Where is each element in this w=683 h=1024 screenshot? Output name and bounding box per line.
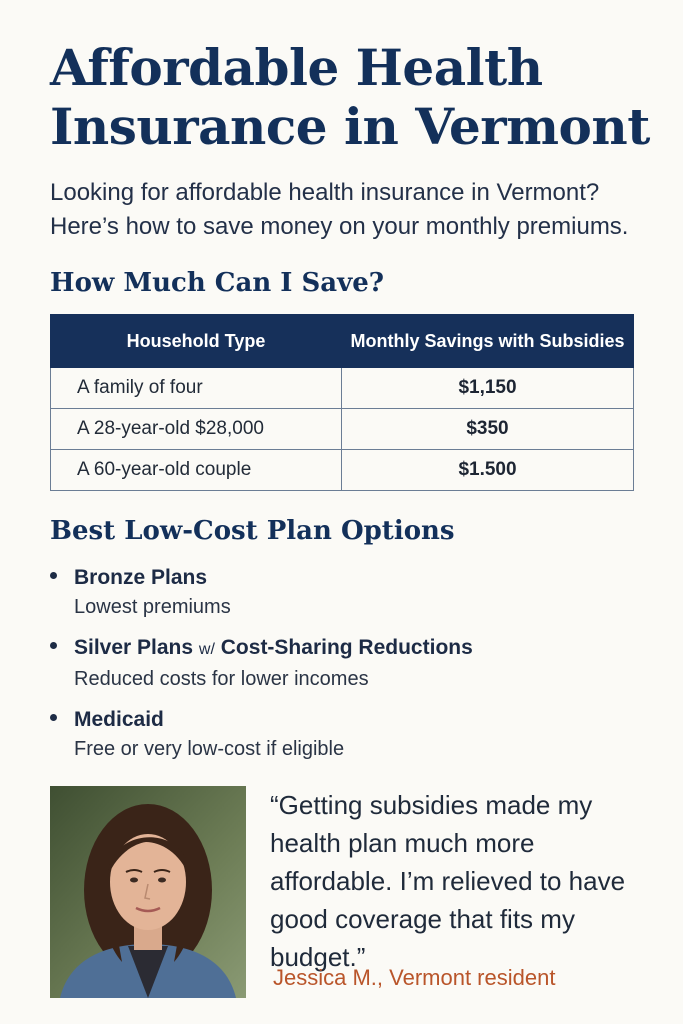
testimonial-quote: “Getting subsidies made my health plan much more affordable. I’m relieved to have good coverage that fits my budget.” bbox=[270, 790, 626, 972]
page-title: Affordable Health Insurance in Vermont bbox=[50, 38, 650, 156]
plan-name-silver-rest: Cost-Sharing Reductions bbox=[220, 636, 473, 659]
plans-heading: Best Low-Cost Plan Options bbox=[50, 516, 455, 546]
plan-name-silver-main: Silver Plans bbox=[74, 636, 194, 659]
savings-amount-cell: $1.500 bbox=[342, 450, 634, 491]
list-item bbox=[50, 704, 650, 764]
plan-name-silver bbox=[74, 632, 650, 665]
testimonial-attribution: Jessica M., Vermont resident bbox=[273, 965, 556, 990]
table-row bbox=[51, 368, 634, 409]
plan-description: Reduced costs for lower incomes bbox=[74, 668, 369, 690]
household-type-cell: A family of four bbox=[51, 368, 342, 409]
list-item bbox=[50, 562, 650, 622]
testimonial-photo bbox=[50, 786, 246, 998]
table-row bbox=[51, 409, 634, 450]
intro-paragraph: Looking for affordable health insurance in Vermont? Here’s how to save money on your monthly premiums. bbox=[50, 179, 629, 240]
savings-amount-cell: $1,150 bbox=[342, 368, 634, 409]
portrait-image bbox=[50, 786, 246, 998]
plan-description: Lowest premiums bbox=[74, 596, 231, 618]
bullet-icon bbox=[50, 714, 57, 721]
bullet-icon bbox=[50, 572, 57, 579]
savings-heading: How Much Can I Save? bbox=[50, 268, 385, 298]
savings-table bbox=[50, 314, 634, 491]
column-header-monthly-savings: Monthly Savings with Subsidies bbox=[342, 315, 634, 368]
household-type-cell: A 28-year-old $28,000 bbox=[51, 409, 342, 450]
table-row bbox=[51, 450, 634, 491]
plan-options-list bbox=[50, 562, 650, 774]
list-item bbox=[50, 632, 650, 694]
column-header-household-type: Household Type bbox=[51, 315, 342, 368]
plan-qualifier: w/ bbox=[198, 641, 215, 658]
plan-name-medicaid: Medicaid bbox=[74, 708, 164, 731]
household-type-cell: A 60-year-old couple bbox=[51, 450, 342, 491]
bullet-icon bbox=[50, 642, 57, 649]
table-header-row bbox=[51, 315, 634, 368]
plan-name-bronze: Bronze Plans bbox=[74, 566, 208, 589]
savings-amount-cell: $350 bbox=[342, 409, 634, 450]
plan-description: Free or very low-cost if eligible bbox=[74, 738, 345, 760]
